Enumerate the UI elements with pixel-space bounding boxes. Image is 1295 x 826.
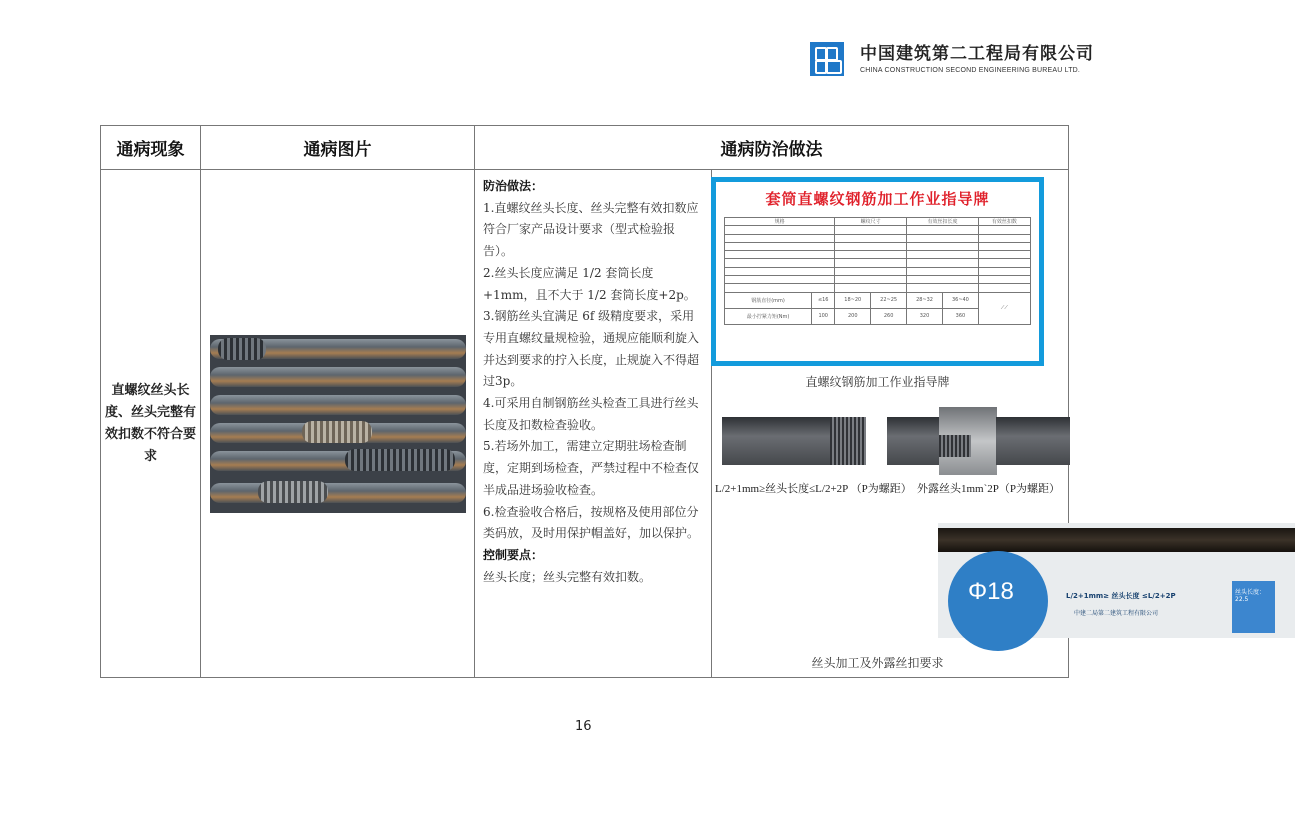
gauge-company: 中建二局第二建筑工程有限公司 [1074, 610, 1159, 617]
prevention-item-6: 6.检查验收合格后，按规格及使用部位分类码放，及时用保护帽盖好，加以保护。 [483, 504, 700, 541]
page-number: 16 [575, 719, 592, 734]
guide-board-caption: 直螺纹钢筋加工作业指导牌 [805, 375, 950, 389]
thread-sketch-icon: ⟋⟋ [978, 292, 1030, 324]
defect-table [100, 125, 1266, 678]
prevention-item-2: 2.丝头长度应满足 1/2 套筒长度+1mm，且不大于 1/2 套筒长度+2p。 [483, 265, 696, 302]
table-row [101, 170, 1069, 678]
diagram-left-label: L/2+1mm≥丝头长度≤L/2+2P （P为螺距） [715, 483, 912, 495]
company-name-cn: 中国建筑第二工程局有限公司 [860, 44, 1094, 64]
rebar-photo [210, 335, 466, 513]
gauge-side-label: 丝头长度：22.5 [1232, 581, 1275, 633]
symptom-cell: 直螺纹丝头长度、丝头完整有效扣数不符合要求 [101, 170, 201, 678]
prevention-item-1: 1.直螺纹丝头长度、丝头完整有效扣数应符合厂家产品设计要求（型式检验报告）。 [483, 200, 699, 259]
prevention-item-4: 4.可采用自制钢筋丝头检查工具进行丝头长度及扣数检查验收。 [483, 396, 699, 432]
guide-board-title: 套筒直螺纹钢筋加工作业指导牌 [765, 190, 990, 208]
prevention-heading: 防治做法： [483, 179, 544, 193]
gauge-photo [938, 523, 1295, 638]
diagram-right-label: 外露丝头1mm`2P（P为螺距） [917, 483, 1061, 495]
prevention-item-3: 3.钢筋丝头宜满足 6f 级精度要求，采用专用直螺纹量规检验，通规应能顺利旋入并达到要求的拧入长度，止规旋入不得超过3p。 [483, 309, 700, 389]
company-name-en: CHINA CONSTRUCTION SECOND ENGINEERING BUREAU LTD. [860, 67, 1081, 74]
company-logo [810, 42, 1094, 76]
cscec-logo-icon [810, 42, 844, 76]
header-picture: 通病图片 [201, 126, 475, 170]
guide-board-image [711, 177, 1044, 366]
gauge-text: L/2+1mm≥ 丝头长度 ≤L/2+2P [1066, 592, 1176, 600]
prevention-text-cell [475, 170, 712, 678]
gauge-size: Φ18 [968, 578, 1014, 605]
table-header-row [101, 126, 1069, 170]
gauge-photo-caption: 丝头加工及外露丝扣要求 [811, 656, 944, 670]
header-symptom: 通病现象 [101, 126, 201, 170]
header-prevention: 通病防治做法 [475, 126, 1069, 170]
defect-photo-cell [201, 170, 475, 678]
control-heading: 控制要点： [483, 547, 544, 562]
guide-board-table: 规格 螺纹尺寸 有效丝扣长度 有效丝扣数 钢筋直径(mm) ≤16 18~20 22~25 28~32 36~40 ⟋⟋ 最小拧紧力矩(Nm) 100 200 260 320 360 [724, 217, 1031, 325]
control-text: 丝头长度；丝头完整有效扣数。 [483, 569, 652, 584]
illustrations-cell [712, 170, 1266, 678]
prevention-item-5: 5.若场外加工，需建立定期驻场检查制度，定期到场检查，严禁过程中不检查仅半成品进场验收检查。 [483, 439, 700, 497]
